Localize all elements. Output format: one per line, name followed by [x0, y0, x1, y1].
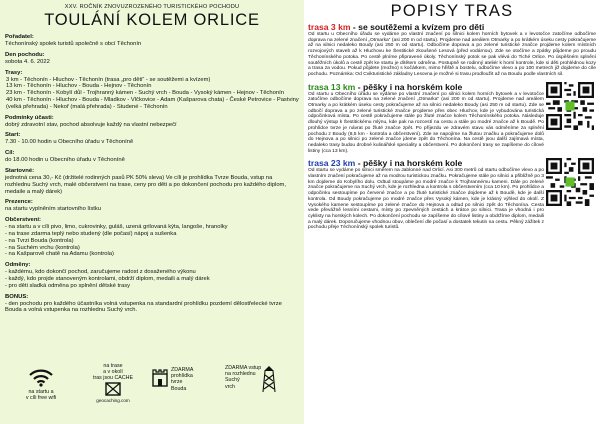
route-section-23km [308, 158, 596, 231]
section-body: Od startu u Obecního úřadu se vydáme po vlastní značení po silnici kolem horních bytovek a v levotočce zatočíme odbočíme doprava na zelené značení „Otmarka“ (asi 200 m od startu). Projdeme nad areálem Otmarky a po krátkém úseku cesty pokračujeme až na silnici nedaleko Boudy (asi 250 m od startu). Zde se odbočí doprava a po zelené turistické značce projdeme přes obec Hluchov, kde je vybudována turistická odpočinková místa. Po cestě pokračujeme stále po žluté značce kolem Těchonínského potoka. Následuje dlouhý výstup k Šestitickému mlýnu, kde pak na rozcestí na cestu a stále po modré značce až k Boudě. Po prohlídce tvrze je návrat po žluté značce zpět. Po příjezdu ve zdravém stavu vás odměníme za splnění pochodu z Boudy (8,5 km - kontrola a občerstvení). Zde se napojíme na žlutou značku a pokračujeme dolů do Hejnova a po silnici po zelené značce jdeme zpět do Těchonína. Na cestě jsou další zajímavá místa, nedaleko trasy budou drobné kulinářské speciality a občerstvení. Po dokončení trasy se zapíšeme do cílové listiny (cca 13 km). [308, 91, 544, 154]
date-label: Den pochodu: [5, 51, 45, 58]
section-subtitle: - pěšky i na horském kole [355, 158, 463, 169]
cache-line: tras jsou CACHE [92, 375, 134, 382]
qr-code-icon[interactable] [546, 158, 594, 206]
refresh-label: Občerstvení: [5, 217, 42, 224]
finish-label: Cíl: [5, 150, 15, 157]
route-item: 13 km - Těchonín - Hluchov - Bouda - Hejnov - Těchonín [6, 83, 152, 90]
refresh-item: - na Kašparově chatě na Adamu (kontrola) [5, 251, 114, 258]
fee-text: jednotná cena 30,- Kč (držitelé rodinných pasů PK 50% sleva) Ve cíli je prohlídka Tvrze Bouda, vstup na rozhlednu Suchý vrch, malé občerstvení na trase, ceny pro děti a po dokončení pochodu pro každého diplom, medaile a malý dárek) [5, 174, 286, 195]
wifi-line: v cíli free wifi [25, 395, 57, 402]
bonus-text: - den pochodu pro každého účastníka volná vstupenka na standardní prohlídku pozdemí dělostřelecké tvrze Bouda a volná vstupenka na rozhlednu Suchý vrch. [5, 300, 282, 314]
date-text: sobota 4. 6. 2022 [5, 58, 50, 65]
tvrz-row [151, 367, 219, 392]
rewards-label: Odměny: [5, 262, 31, 269]
routes-title: POPISY TRAS [390, 2, 514, 20]
section-body: Od startu u Obecního úřadu se vydáme po vlastní značení po silnici kolem horních bytovek a v levotočce zatočíme odbočíme doprava na zelené značení „Otmarka“ (asi 200 m od startu). Projdeme nad areálem Otmarky a po krátkém úseku cesty pokračujeme až na silnici nedaleko Boudy (asi 250 m od startu). Odbočíme doprava a po zelené turistické značce projdeme kolem místních rozvojových staveb až k Hluchovu ke Šestitické zkoušené Lesová (před vodárnou). Zde se otočíme a zpátky půjdeme po proudu Těchonínského potoka. Po cestě plníme připravené úkoly. Těchonínský potok se pak vlévá do Tiché Orlice. Po úspěšném splnění soutěžních úkolů a cestě zpět ke startu je dítětem odměna. Postupně se rodinný ateliér k horní kontrole, kde si děti prohlédnou kozy a trasa za vodou. Pokud půjdete (možno) s kočárkem, mimo hřiště a bostelu, odbočíme vlevo a po 100 metrech již dojdeme do cíle pochodu. Poznámka: Od Cvikturistické základny Lesovna je možné si trasu prodloužit až na Boudu podle vlastních sil. [308, 32, 596, 77]
tvrz-line: Bouda [171, 385, 187, 392]
tower-block [225, 365, 297, 393]
presence-label: Prezence: [5, 199, 33, 206]
wifi-line: na startu a [28, 389, 54, 396]
route-item: 40 km - Těchonín - Hluchov - Bouda - Mladkov - Vlčkovice - Adam (Kašparova chata) - České Petrovice - Pastviny (velká přehrada) - Nekoř (malá přehrada) - Studené - Těchonín [6, 96, 299, 110]
finish-text: do 18.00 hodin u Obecního úřadu v Těchoníně [5, 157, 125, 164]
reward-item: - každému, kdo dokončí pochod, zaručujeme radost z dosaženého výkonu [5, 269, 196, 276]
routes-label: Trasy: [5, 69, 23, 76]
tvrz-icon [151, 367, 169, 387]
section-km: trasa 3 km [308, 22, 351, 32]
event-kicker: XXV. ROČNÍK ZNOVUZROZENÉHO TURISTICKÉHO POCHODU [64, 4, 240, 10]
tower-line: vrch [225, 383, 236, 390]
section-km: trasa 23 km [308, 158, 356, 169]
presence-text: na startu vyplněním startovního lístku [5, 206, 102, 213]
reward-item: - každý, kdo projde stanoveným kontrolami, obdrží diplom, medaili a malý dárek [5, 275, 210, 282]
tower-line: Suchý [225, 377, 240, 384]
tvrz-text [169, 367, 193, 392]
cache-line: geocaching.com [96, 397, 130, 403]
footer-icons [5, 365, 299, 421]
refresh-item: - na startu a v cíli pivo, limo, cukrovinky, guláš, uzená grilovaná kýta, langoše, hranolky [5, 224, 228, 231]
cache-block [83, 363, 143, 404]
tvrz-block [151, 367, 219, 392]
refresh-item: - na Tvrzi Bouda (kontrola) [5, 237, 74, 244]
reward-item: - pro děti sladká odměna po splnění dětské trasy [5, 282, 131, 289]
cache-line: na trase [103, 363, 123, 369]
qr-code-icon[interactable] [546, 82, 594, 130]
fee-label: Startovné: [5, 167, 35, 174]
tower-icon [261, 365, 277, 393]
event-title: TOULÁNÍ KOLEM ORLICE [44, 11, 260, 29]
route-item: 3 km - Těchonín - Hluchov - Těchonín (trasa „pro děti“ - se soutěžemi a kvízem) [6, 76, 211, 83]
organizer-text: Téchonínský spolek turistů společně s obcí Těchonín [5, 41, 142, 47]
section-body: Od startu se vydáme po silnici směrem na Jablonné nad Orlicí. Asi 300 metrů od startu odbočíme vlevo a po vlastním značení pokračujeme až na modrou turistickou značku. Pokračujeme stále po silnici a přibližně po 3 km dojdeme do Kobylího dolu. Odtud stoupáme po modré značce k Trojhrannému kameni. Dále po zelené značce pokračujeme na Suchý vrch, kde je rozhledna a kontrola s občerstvením (cca 10 km). Po prohlídce a odpočinku sestoupíme po červené značce a po žluté turistické značce dojdeme až k Boudě, kde je další kontrola. Od Boudy pokračujeme po modré značce přes Vysoký kámen, kde je krásný výhled do okolí. Z Vysokého kamene sestoupíme po zelené značce do Hejnova a odtud po silnici zpět do Těchonína. Cesta vede převážně lesními cestami, místy po zpevněných cestách a krátce po silnici. Trasa je vhodná i pro cyklisty na horských kolech. Po dokončení pochodu se zapíšeme do cílové listiny a obdržíme diplom, medaili a malý dárek. Doporučujeme vhodnou obuv, oblečení dle počasí a dostatek tekutin na cestu. Pěkný zážitek z pochodu přeje Téchonínský spolek turistů. [308, 168, 544, 231]
section-km: trasa 13 km [308, 81, 356, 92]
cache-icon [105, 382, 121, 396]
rewards-list [5, 269, 299, 289]
route-item: 23 km - Těchonín - Kobylí důl - Trojhranný kámen - Suchý vrch - Bouda - Vysoký kámen - Hejnov - Těchonín [6, 90, 284, 97]
cache-line: a v okolí [103, 369, 123, 376]
conditions-label: Podmínky účasti: [5, 114, 54, 121]
refresh-item: - na Suchém vrchu (kontrola) [5, 244, 80, 251]
refresh-item: - na trase zdarma teplý nebo studený (dle počasí) nápoj a sušenka [5, 230, 177, 237]
section-heading [308, 22, 596, 32]
section-subtitle: - se soutěžemi a kvízem pro děti [350, 22, 485, 32]
organizer-label: Pořadatel: [5, 34, 34, 40]
wifi-icon [28, 367, 54, 387]
start-label: Start: [5, 132, 21, 139]
route-section-13km [308, 82, 596, 155]
route-section-3km [308, 22, 596, 78]
start-text: 7.30 - 10.00 hodin u Obecního úřadu v Těchoníně [5, 139, 134, 146]
tower-line: na rozhlednu [225, 371, 256, 378]
conditions-text: dobrý zdravotní stav, pochod absolvuje každý na vlastní nebezpečí [5, 121, 177, 128]
tower-line: ZDARMA vstup [225, 365, 262, 371]
tower-row [225, 365, 297, 393]
refresh-list [5, 224, 299, 258]
tvrz-line: prohlídka [171, 373, 193, 380]
bonus-label: BONUS: [5, 293, 29, 300]
wifi-block [9, 367, 73, 402]
routes-list [5, 77, 299, 111]
right-panel [305, 0, 600, 424]
tvrz-line: tvrze [171, 379, 183, 386]
tvrz-line: ZDARMA [171, 367, 194, 373]
tower-text [225, 365, 261, 390]
section-subtitle: - pěšky i na horském kole [355, 81, 463, 92]
